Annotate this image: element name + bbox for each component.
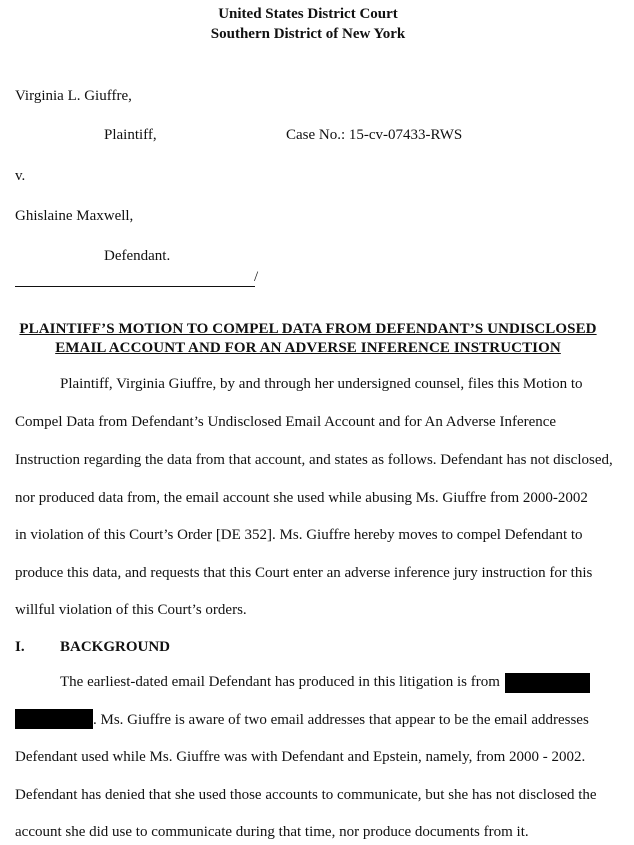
court-district: Southern District of New York (210, 26, 406, 42)
plaintiff-role: Plaintiff, (104, 127, 157, 143)
case-number: Case No.: 15-cv-07433-RWS (286, 127, 463, 143)
section-number: I. (15, 639, 25, 655)
defendant-role: Defendant. (104, 248, 171, 264)
intro-line: Plaintiff, Virginia Giuffre, by and through her undersigned counsel, files this Motion to (60, 376, 583, 392)
background-line: Defendant has denied that she used those accounts to communicate, but she has not disclosed the (15, 787, 597, 803)
redaction-bar (15, 709, 93, 729)
background-line: account she did use to communicate during that time, nor produce documents from it. (15, 824, 529, 840)
intro-line: Instruction regarding the data from that account, and states as follows. Defendant has not disclosed, (15, 452, 613, 468)
intro-line: produce this data, and requests that this Court enter an adverse inference jury instruction for this (15, 565, 593, 581)
intro-line: Compel Data from Defendant’s Undisclosed Email Account and for An Adverse Inference (15, 414, 557, 430)
versus: v. (15, 168, 26, 184)
motion-title-line1: PLAINTIFF’S MOTION TO COMPEL DATA FROM DEFENDANT’S UNDISCLOSED (19, 321, 597, 337)
redaction-bar (505, 673, 590, 693)
court-name: United States District Court (218, 6, 398, 22)
section-title: BACKGROUND (60, 639, 171, 655)
intro-line: nor produced data from, the email account she used while abusing Ms. Giuffre from 2000-2002 (15, 490, 588, 506)
motion-title-line2: EMAIL ACCOUNT AND FOR AN ADVERSE INFERENCE INSTRUCTION (55, 340, 561, 356)
defendant-name: Ghislaine Maxwell, (15, 208, 134, 224)
caption-slash: / (254, 269, 259, 285)
intro-line: in violation of this Court’s Order [DE 352]. Ms. Giuffre hereby moves to compel Defendant to (15, 527, 583, 543)
intro-line: willful violation of this Court’s orders. (15, 602, 247, 618)
plaintiff-name: Virginia L. Giuffre, (15, 88, 132, 104)
background-line: Defendant used while Ms. Giuffre was with Defendant and Epstein, namely, from 2000 - 2002. (15, 749, 586, 765)
background-line: The earliest-dated email Defendant has produced in this litigation is from (60, 674, 500, 690)
background-line: . Ms. Giuffre is aware of two email addresses that appear to be the email addresses (93, 712, 589, 728)
caption-rule (15, 286, 255, 287)
